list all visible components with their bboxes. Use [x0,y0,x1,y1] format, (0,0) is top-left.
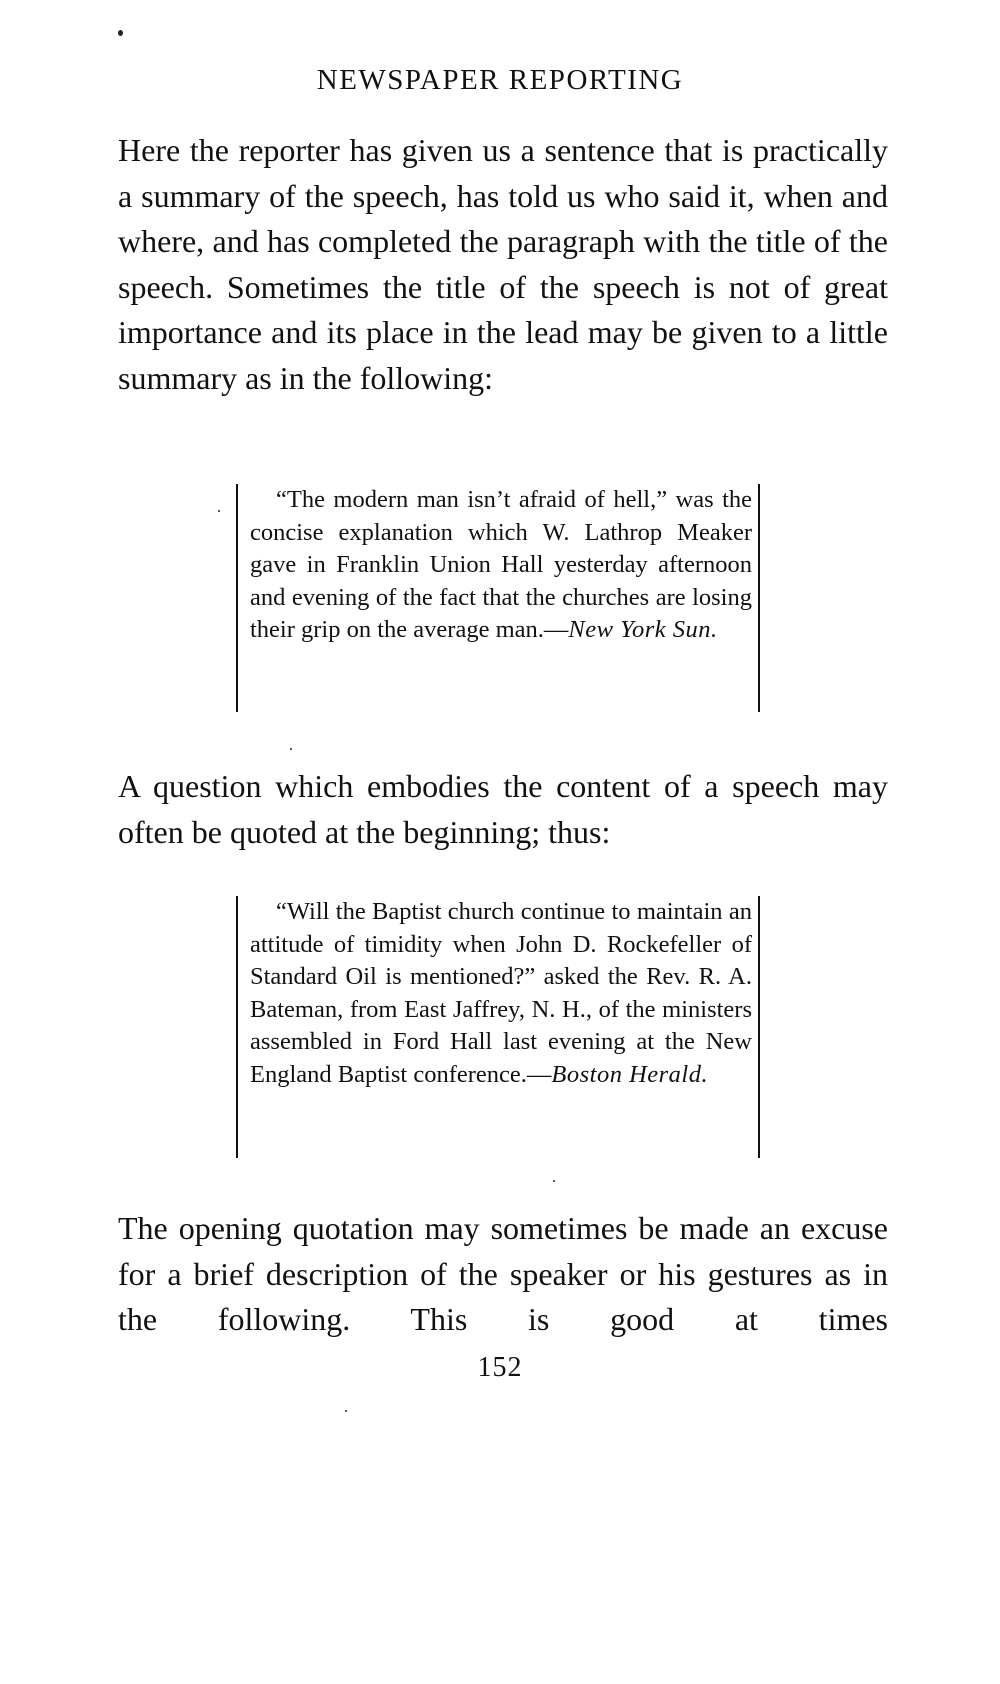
ink-speck [290,748,292,750]
block-quote-text [250,484,752,647]
paragraph-question-lead: A question which embodies the content of a speech may often be quoted at the beginning; thus: [118,768,888,850]
ink-speck [345,1410,347,1412]
quote-text: “Will the Baptist church continue to maintain an attitude of timidity when John D. Rockefeller of Standard Oil is mentioned?” asked the Rev. R. A. Bateman, from East Jaffrey, N. H., of the ministers assembled in Ford Hall last evening at the New England Baptist conference.— [250,898,752,1088]
paragraph-opening-quotation: The opening quotation may sometimes be made an excuse for a brief description of the speaker or his gestures as in the following. This is good at times [118,1210,888,1337]
ink-speck [218,510,220,512]
block-quote-text [250,896,752,1091]
paragraph-summary-lead: Here the reporter has given us a sentence that is practically a summary of the speech, has told us who said it, when and where, and has completed the paragraph with the title of the speech. Sometimes the title of the speech is not of great importance and its place in the lead may be given to a little summary as in the following: [118,132,888,396]
quote-source: New York Sun. [568,616,718,643]
block-quote-new-york-sun [236,484,760,712]
block-quote-boston-herald [236,896,760,1158]
quote-source: Boston Herald. [551,1060,709,1088]
ink-speck [118,30,123,36]
quote-text: “The modern man isn’t afraid of hell,” was the concise explanation which W. Lathrop Meaker gave in Franklin Union Hall yesterday afternoon and evening of the fact that the churches are losing their grip on the average man.— [250,486,752,643]
running-head: NEWSPAPER REPORTING [316,64,684,96]
ink-speck [553,1180,555,1182]
page-number: 152 [477,1352,523,1383]
